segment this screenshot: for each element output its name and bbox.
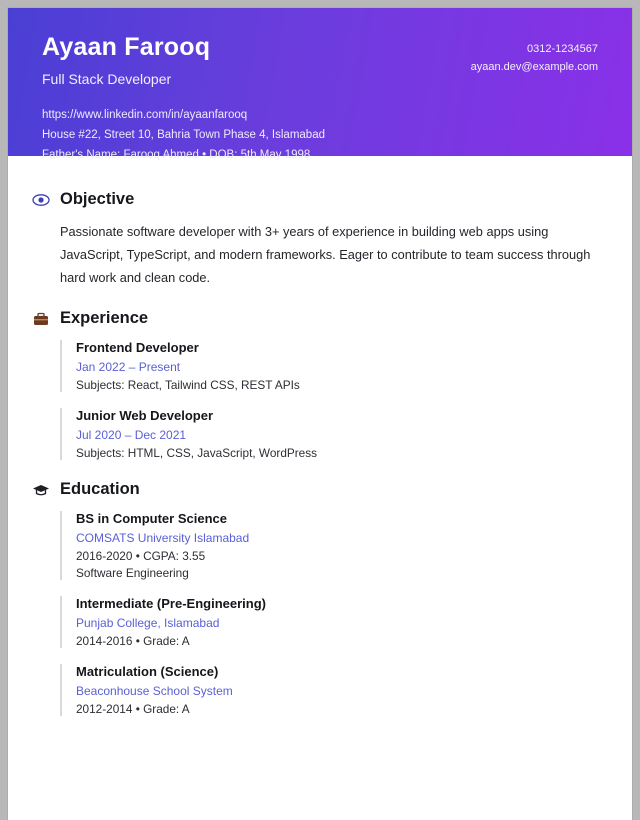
section-content-objective [32,221,598,289]
education-institute: Punjab College, Islamabad [76,616,220,631]
education-detail: 2012-2014 • Grade: A [76,702,190,717]
experience-role: Frontend Developer [76,340,199,356]
experience-item [60,340,598,392]
section-objective [32,190,598,289]
phone-number[interactable]: 0312-1234567 [527,43,598,55]
section-experience [32,309,598,460]
section-education [32,480,598,716]
email-address[interactable]: ayaan.dev@example.com [470,60,598,73]
eye-icon [32,191,50,209]
briefcase-icon [32,310,50,328]
experience-period: Jan 2022 – Present [76,360,181,375]
section-title-objective: Objective [60,190,135,208]
section-title-experience: Experience [60,309,149,328]
education-detail: 2016-2020 • CGPA: 3.55 [76,549,206,564]
personal-details-line: Father's Name: Farooq Ahmed • DOB: 5th May 1998 [42,148,311,161]
candidate-job-title: Full Stack Developer [42,70,172,87]
education-item [60,596,598,648]
education-institute: COMSATS University Islamabad [76,531,250,546]
experience-period: Jul 2020 – Dec 2021 [76,428,187,443]
linkedin-url[interactable]: https://www.linkedin.com/in/ayaanfarooq [42,108,248,121]
education-item [60,511,598,580]
education-degree: BS in Computer Science [76,511,227,527]
section-header-objective [32,190,598,209]
experience-item [60,408,598,460]
experience-detail: Subjects: HTML, CSS, JavaScript, WordPress [76,446,318,461]
section-header-experience [32,309,598,328]
section-content-experience [32,340,598,460]
resume-body [8,156,632,716]
resume-page [8,8,632,820]
section-content-education [32,511,598,716]
section-title-education: Education [60,480,140,499]
education-degree: Matriculation (Science) [76,664,219,680]
resume-header [8,8,632,161]
experience-detail: Subjects: React, Tailwind CSS, REST APIs [76,378,300,393]
education-degree: Intermediate (Pre-Engineering) [76,596,266,612]
address-line: House #22, Street 10, Bahria Town Phase 4, Islamabad [42,128,325,141]
section-header-education [32,480,598,499]
graduation-cap-icon [32,481,50,499]
candidate-name: Ayaan Farooq [42,33,211,61]
education-institute: Beaconhouse School System [76,684,233,699]
education-item [60,664,598,716]
education-detail: 2014-2016 • Grade: A [76,634,190,649]
contact-block [471,41,598,76]
education-extra: Software Engineering [76,566,189,581]
experience-role: Junior Web Developer [76,408,214,424]
objective-text: Passionate software developer with 3+ years of experience in building web apps using JavaScript, TypeScript, and modern frameworks. Eager to contribute to team success through hard work and clean code. [60,224,591,285]
